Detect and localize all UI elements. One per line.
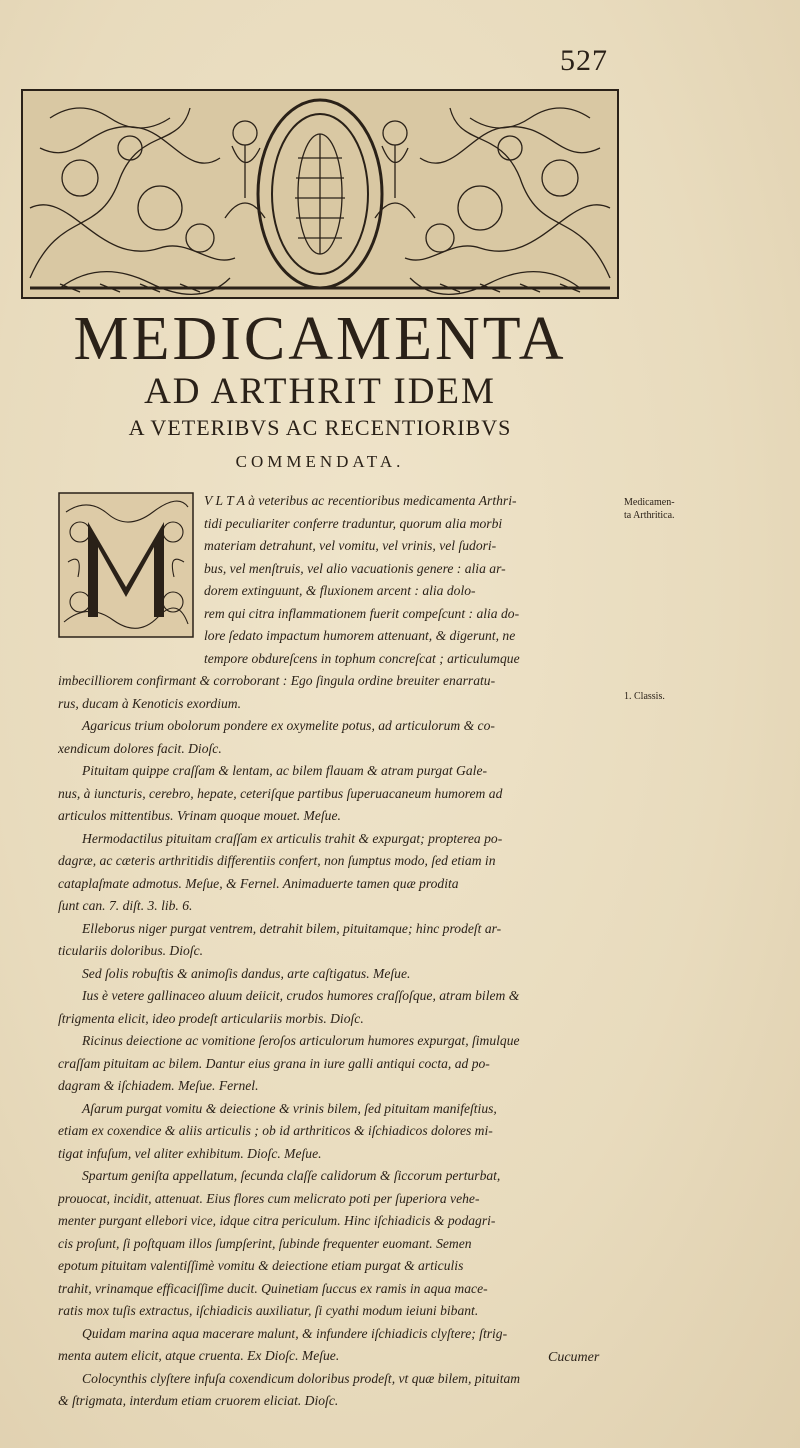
text-line: dagræ, ac cæteris arthritidis differentiis confert, non ſumptus modo, ſed etiam in [58,853,496,868]
text-line: Spartum geniſta appellatum, ſecunda claſſe calidorum & ſiccorum perturbat, [82,1168,501,1183]
text-line: Colocynthis clyſtere infuſa coxendicum doloribus prodeſt, vt quæ bilem, pituitam [82,1370,521,1386]
margin-note-classis: 1. Classis. [624,691,665,702]
catchword: Cucumer [548,1350,600,1365]
text-line: V L T A à veteribus ac recentioribus medicamenta Arthri- [204,493,517,508]
text-line: materiam detrahunt, vel vomitu, vel vrinis, vel ſudori- [204,538,497,553]
text-line: epotum pituitam valentiſſimè vomitu & deiectione etiam purgat & articulis [58,1258,464,1273]
text-line: imbecilliorem confirmant & corroborant : Ego ſingula ordine breuiter enarratu- [58,673,496,688]
title-medicamenta: MEDICAMENTA [73,305,567,373]
page-number: 527 [560,44,608,77]
text-line: rus, ducam à Kenoticis exordium. [58,695,241,711]
text-line: ſtrigmenta elicit, ideo prodeſt articulariis morbis. Dioſc. [58,1010,364,1026]
text-line: menta autem elicit, atque cruenta. Ex Dioſc. Meſue. [58,1348,340,1363]
title-commendata: COMMENDATA. [235,452,405,471]
text-line: cis proſunt, ſi poſtquam illos ſumpſerint, ſubinde frequenter euomant. Semen [58,1235,472,1251]
text-line: Hermodactilus pituitam craſſam ex articulis trahit & expurgat; propterea po- [82,830,503,846]
text-line: Elleborus niger purgat ventrem, detrahit bilem, pituitamque; hinc prodeſt ar- [82,920,502,936]
text-line: ſunt can. 7. diſt. 3. lib. 6. [58,898,193,913]
text-line: dagram & iſchiadem. Meſue. Fernel. [58,1078,259,1093]
text-line: Pituitam quippe craſſam & lentam, ac bilem flauam & atram purgat Gale- [82,763,488,778]
text-line: Ricinus deiectione ac vomitione ſeroſos articulorum humores expurgat, ſimulque [82,1033,520,1048]
text-line: tigat infuſum, vel aliter exhibitum. Dioſc. Meſue. [58,1145,322,1161]
text-line: articulos mittentibus. Vrinam quoque mouet. Meſue. [58,808,341,823]
text-line: prouocat, incidit, attenuat. Eius flores cum melicrato poti per ſuperiora vehe- [58,1190,480,1206]
text-line: craſſam pituitam ac bilem. Dantur eius grana in iure galli antiqui cocta, ad po- [58,1055,490,1071]
text-line: & ſtrigmata, interdum etiam cruorem eliciat. Dioſc. [58,1393,339,1408]
margin-note-line: Medicamen- [624,497,675,508]
text-line: Sed ſolis robuſtis & animoſis dandus, arte caſtigatus. Meſue. [82,965,411,981]
text-line: ticulariis doloribus. Dioſc. [58,943,204,958]
text-line: tidi peculiariter conferre traduntur, quorum alia morbi [204,515,503,531]
text-line: Ius è vetere gallinaceo aluum deiicit, crudos humores craſſoſque, atram bilem & [82,988,520,1003]
text-line: menter purgant ellebori vice, idque citra periculum. Hinc iſchiadicis & podagri- [58,1213,496,1228]
text-line: nus, à iuncturis, cerebro, hepate, ceteriſque partibus ſuperuacaneum humorem ad [58,785,503,801]
text-line: Aſarum purgat vomitu & deiectione & vrinis bilem, ſed pituitam manifeſtius, [82,1100,497,1116]
text-line: trahit, vrinamque efficaciſſime ducit. Quinetiam ſuccus ex ramis in aqua mace- [58,1280,488,1296]
text-line: lore ſedato impactum humorem attenuant, & digerunt, ne [204,628,516,643]
woodcut-headpiece-ornament [20,88,620,300]
text-line: Quidam marina aqua macerare malunt, & infundere iſchiadicis clyſtere; ſtrig- [82,1325,508,1341]
body-text [58,490,624,1413]
text-line: Agaricus trium obolorum pondere ex oxymelite potus, ad articulorum & co- [82,718,495,733]
text-line: rem qui citra inflammationem fuerit compeſcunt : alia do- [204,605,520,621]
margin-note-medicamenta [624,496,704,522]
text-line: etiam ex coxendice & aliis articulis ; ob id arthriticos & iſchiadicos dolores mi- [58,1123,493,1138]
title-ad-arthritidem: AD ARTHRIT IDEM [144,371,496,412]
title-a-veteribus: A VETERIBVS AC RECENTIORIBVS [128,415,512,440]
text-line: cataplaſmate admotus. Meſue, & Fernel. Animaduerte tamen quæ prodita [58,875,459,891]
text-line: dorem extinguunt, & fluxionem arcent : alia dolo- [204,583,476,598]
text-line: ratis mox tuſis extractus, iſchiadicis auxiliatur, ſi cyathi modum ieiuni bibant. [58,1303,479,1318]
text-line: bus, vel menſtruis, vel alio vacuationis genere : alia ar- [204,560,506,576]
text-line: xendicum dolores facit. Dioſc. [58,740,222,756]
text-line: tempore obdureſcens in tophum concreſcat ; articulumque [204,650,520,666]
margin-note-line: ta Arthritica. [624,510,675,521]
